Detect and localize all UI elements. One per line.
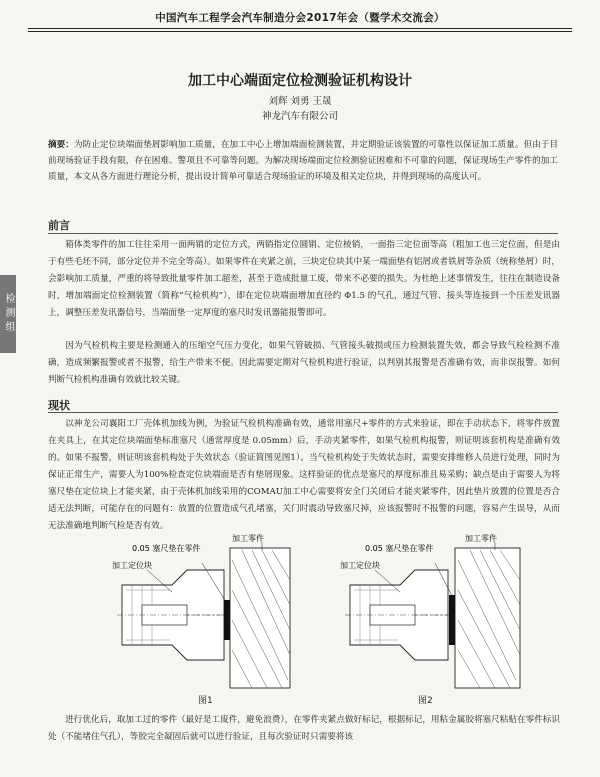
machined-part — [230, 548, 290, 688]
figure-2-diagram — [340, 530, 530, 690]
intro-paragraph-1: 箱体类零件的加工往往采用一面两销的定位方式，两销指定位圆销、定位棱销，一面指三定位面等高（粗加工也三定位面，但是由于有些毛坯不同，部分定位并不完全等高）。如果零件在夹紧之前，三块定位块其中某一端面垫有铝屑或者铁屑等杂质（统称垫屑）时，会影响加工质量，严重的将导致批量零件加工超差，甚至于造成批量工废，带来不必要的损失。为杜绝上述事情发生，往往在制造设备时，增加端面定位检测装置（简称“气检机构”），即在定位块端面增加直径约 Φ1.5 的气孔，通过气管、接头等连接到一个压差发讯器上，调整压差发讯器信号，当端面垫一定厚度的塞尺时发讯器能报警即可。 — [48, 240, 560, 318]
header-rule-thin — [28, 31, 572, 32]
figure-2-caption: 图2 — [418, 696, 433, 706]
figure-2-label-feeler: 0.05 塞尺垫在零件 — [365, 544, 434, 553]
figure-1-label-part: 加工零件 — [232, 534, 264, 543]
section-heading-status: 现状 — [48, 399, 70, 412]
paper-authors: 刘辉 刘勇 王晟 — [268, 96, 332, 107]
header-rule — [28, 28, 572, 29]
section-rule — [48, 412, 558, 413]
abstract-label: 摘要： — [48, 140, 74, 150]
figure-1-label-block: 加工定位块 — [112, 561, 152, 570]
continuation-paragraph: 进行优化后，取加工过的零件（最好是工废件，避免浪费），在零件夹紧点做好标记，根据标记，用粘金属胶将塞尺粘贴在零件标识处（不能堵住气孔），等胶完全凝固后就可以进行验证，且每次验证时只需要将该 — [48, 715, 560, 742]
feeler-gauge — [224, 600, 230, 640]
running-header: 中国汽车工程学会汽车制造分会2017年会（暨学术交流会） — [155, 12, 445, 24]
section-heading-intro: 前言 — [48, 219, 70, 232]
section-rule — [48, 233, 558, 234]
paper-title: 加工中心端面定位检测验证机构设计 — [188, 73, 412, 89]
abstract — [48, 137, 558, 185]
figure-2-label-part: 加工零件 — [465, 534, 497, 543]
status-paragraph-1: 以神龙公司襄阳工厂壳体机加线为例，为验证气检机构准确有效，通常用塞尺+零件的方式来验证，即在手动状态下，将零件放置在夹具上，在其定位块端面垫标准塞尺（通常厚度是 0.05mm）后，手动夹紧零件，如果气检机构报警，则证明该套机构是准确有效的。如果不报警，则证明该套机构处于失效状态（验证简图见图1）。当气检机构处于失效状态时，需要安排维修人员进行处理，同时为保证正常生产，需要人为100%检查定位块端面是否有垫屑现象。这样验证的优点是塞尺的厚度标准且易采购；缺点是由于需要人为将塞尺垫在定位块上才能夹紧，由于壳体机加线采用的COMAU加工中心需要将安全门关闭后才能夹紧零件，因此垫片放置的位置是否合适无法判断，可能存在的问题有：放置的位置造成气孔堵塞，关门时震动导致塞尺掉，应该报警时不报警的问题，容易产生误导，从而无法准确地判断气检是否有效。 — [48, 419, 560, 531]
machined-part — [455, 548, 520, 688]
feeler-gauge — [449, 595, 455, 645]
figure-2-label-block: 加工定位块 — [340, 561, 380, 570]
abstract-text: 为防止定位块端面垫屑影响加工质量，在加工中心上增加端面检测装置，并定期验证该装置的可靠性以保证加工质量。但由于目前现场验证手段有限，存在困难、警项且不可靠等问题。为解决现场端面定位检测验证困难和不可靠的问题，保证现场生产零件的加工质量，本文从各方面进行理论分析，提出设计简单可靠适合现场验证的环境及相关定位块，并得到现场的高度认可。 — [48, 140, 558, 182]
figure-1-caption: 图1 — [198, 696, 213, 706]
figure-1-label-feeler: 0.05 塞尺垫在零件 — [132, 544, 201, 553]
figure-1-diagram — [112, 530, 302, 690]
section-side-tab: 检测组 — [0, 275, 16, 353]
paper-affiliation: 神龙汽车有限公司 — [261, 111, 338, 122]
intro-paragraph-2: 因为气检机构主要是检测通入的压缩空气压力变化，如果气管破损、气管接头破损或压力检测装置失效，都会导致气检检测不准确，造成频繁报警或者不报警，给生产带来不便。因此需要定期对气检机构进行验证，以判别其报警是否准确有效，而非误报警。如何判断气检机构准确有效就比较关键。 — [48, 341, 560, 385]
